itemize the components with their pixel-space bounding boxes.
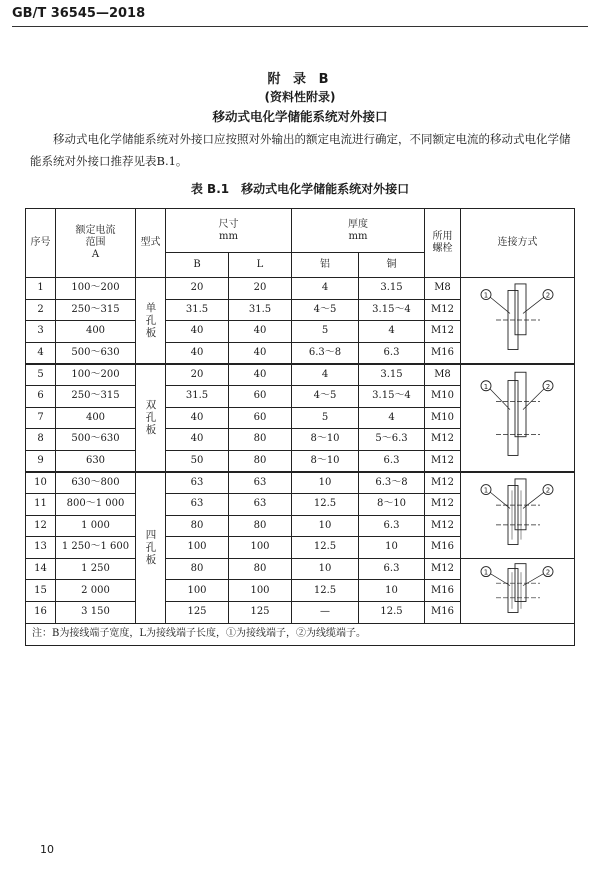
header-size (166, 209, 292, 253)
table-row (26, 364, 575, 386)
cell-B: 40 (166, 321, 229, 343)
cell-aluminum: 10 (292, 472, 359, 494)
header-current-line1: 额定电流 (75, 225, 116, 236)
cell-aluminum: 8～10 (292, 450, 359, 472)
header-current-line2: 范围 (85, 237, 106, 248)
appendix-name: 移动式电化学储能系统对外接口 (212, 109, 388, 124)
cell-bolt: M12 (425, 450, 461, 472)
cell-L: 40 (229, 342, 292, 364)
header-size-line1: 尺寸 (218, 218, 239, 230)
svg-text:2: 2 (545, 568, 550, 577)
cell-bolt: M12 (425, 429, 461, 451)
cell-aluminum: 4 (292, 278, 359, 300)
cell-copper: 10 (359, 537, 425, 559)
header-bolt-line2: 螺栓 (432, 243, 453, 254)
header-bolt (425, 209, 461, 278)
header-thickness-line2: mm (348, 230, 368, 242)
header-aluminum: 铝 (292, 253, 359, 278)
header-bolt-line1: 所用 (432, 231, 453, 242)
cell-aluminum: — (292, 601, 359, 623)
cell-index: 15 (26, 580, 56, 602)
marker-2-icon (543, 485, 553, 495)
header-thickness-line1: 厚度 (348, 218, 368, 230)
marker-1-icon (481, 290, 491, 300)
cell-index: 13 (26, 537, 56, 559)
cell-B: 20 (166, 364, 229, 386)
cell-connection-diagram (461, 278, 575, 364)
cell-index: 2 (26, 299, 56, 321)
cell-L: 31.5 (229, 299, 292, 321)
cell-current: 400 (56, 407, 136, 429)
standard-code: GB/T 36545—2018 (12, 6, 146, 21)
cell-copper: 4 (359, 321, 425, 343)
cell-copper: 3.15～4 (359, 385, 425, 407)
svg-text:1: 1 (483, 568, 488, 577)
table-body (26, 278, 575, 646)
cell-L: 125 (229, 601, 292, 623)
cell-current: 100～200 (56, 278, 136, 300)
cell-B: 63 (166, 493, 229, 515)
cell-current: 250～315 (56, 385, 136, 407)
cell-L: 80 (229, 450, 292, 472)
cell-aluminum: 8～10 (292, 429, 359, 451)
svg-text:2: 2 (545, 382, 550, 391)
cell-index: 6 (26, 385, 56, 407)
cell-aluminum: 12.5 (292, 537, 359, 559)
cell-bolt: M10 (425, 407, 461, 429)
cell-aluminum: 4～5 (292, 385, 359, 407)
cell-index: 5 (26, 364, 56, 386)
cell-current: 100～200 (56, 364, 136, 386)
cell-index: 14 (26, 558, 56, 580)
appendix-title: 附 录 B (267, 72, 333, 87)
cell-index: 11 (26, 493, 56, 515)
marker-1-icon (481, 381, 491, 391)
svg-text:1: 1 (483, 382, 488, 391)
cell-copper: 10 (359, 580, 425, 602)
cell-index: 7 (26, 407, 56, 429)
cell-copper: 5～6.3 (359, 429, 425, 451)
cell-copper: 3.15 (359, 278, 425, 300)
cell-B: 80 (166, 558, 229, 580)
connection-diagram-quad (468, 560, 568, 621)
table-row (26, 472, 575, 494)
cell-bolt: M16 (425, 580, 461, 602)
cell-aluminum: 4～5 (292, 299, 359, 321)
marker-2-icon (543, 290, 553, 300)
cell-current: 250～315 (56, 299, 136, 321)
header-connection: 连接方式 (461, 209, 575, 278)
cell-bolt: M16 (425, 537, 461, 559)
cell-bolt: M8 (425, 278, 461, 300)
cell-current: 1 250～1 600 (56, 537, 136, 559)
cell-connection-diagram (461, 472, 575, 558)
cell-bolt: M12 (425, 558, 461, 580)
header-B: B (166, 253, 229, 278)
connection-diagram-quad (468, 474, 568, 556)
table-caption: 表 B.1 移动式电化学储能系统对外接口 (190, 182, 410, 196)
cell-current: 500～630 (56, 342, 136, 364)
cell-copper: 4 (359, 407, 425, 429)
connection-diagram-single (468, 279, 568, 361)
cell-bolt: M12 (425, 472, 461, 494)
cell-connection-diagram (461, 364, 575, 472)
cell-B: 31.5 (166, 299, 229, 321)
cell-aluminum: 6.3～8 (292, 342, 359, 364)
header-copper: 铜 (359, 253, 425, 278)
cell-B: 100 (166, 580, 229, 602)
cell-L: 60 (229, 385, 292, 407)
cell-index: 12 (26, 515, 56, 537)
header-thickness (292, 209, 425, 253)
svg-text:2: 2 (545, 486, 550, 495)
marker-1-icon (481, 485, 491, 495)
page-number: 10 (40, 843, 54, 856)
cell-B: 50 (166, 450, 229, 472)
cell-bolt: M12 (425, 493, 461, 515)
cell-B: 40 (166, 407, 229, 429)
cell-copper: 8～10 (359, 493, 425, 515)
cell-B: 125 (166, 601, 229, 623)
cell-bolt: M12 (425, 299, 461, 321)
cell-aluminum: 10 (292, 558, 359, 580)
cell-current: 400 (56, 321, 136, 343)
table-note: 注：B为接线端子宽度，L为接线端子长度，①为接线端子，②为线缆端子。 (26, 623, 575, 645)
cell-B: 40 (166, 342, 229, 364)
cell-type-group: 单孔板 (136, 278, 166, 364)
cell-current: 630～800 (56, 472, 136, 494)
cell-L: 20 (229, 278, 292, 300)
header-rule (12, 26, 588, 27)
intro-paragraph: 移动式电化学储能系统对外接口应按照对外输出的额定电流进行确定，不同额定电流的移动式电化学储能系统对外接口推荐见表B.1。 (30, 132, 571, 168)
interface-table (25, 208, 575, 646)
marker-2-icon (543, 381, 553, 391)
cell-bolt: M12 (425, 321, 461, 343)
cell-B: 100 (166, 537, 229, 559)
cell-B: 40 (166, 429, 229, 451)
cell-L: 100 (229, 537, 292, 559)
cell-copper: 6.3～8 (359, 472, 425, 494)
cell-copper: 6.3 (359, 558, 425, 580)
marker-1-icon (481, 567, 491, 577)
cell-copper: 12.5 (359, 601, 425, 623)
cell-L: 63 (229, 493, 292, 515)
cell-B: 63 (166, 472, 229, 494)
cell-copper: 6.3 (359, 515, 425, 537)
table-note-row (26, 623, 575, 645)
cell-index: 16 (26, 601, 56, 623)
cell-aluminum: 12.5 (292, 493, 359, 515)
cell-L: 60 (229, 407, 292, 429)
cell-index: 9 (26, 450, 56, 472)
svg-text:1: 1 (483, 292, 488, 301)
cell-connection-diagram (461, 558, 575, 623)
connection-diagram-double (468, 366, 568, 470)
table-row (26, 278, 575, 300)
appendix-type: (资料性附录) (264, 90, 336, 104)
cell-bolt: M16 (425, 342, 461, 364)
cell-L: 40 (229, 364, 292, 386)
cell-index: 4 (26, 342, 56, 364)
cell-copper: 6.3 (359, 450, 425, 472)
cell-index: 3 (26, 321, 56, 343)
cell-aluminum: 10 (292, 515, 359, 537)
header-type: 型式 (136, 209, 166, 278)
header-size-line2: mm (219, 230, 238, 242)
cell-type-group: 双孔板 (136, 364, 166, 472)
cell-bolt: M12 (425, 515, 461, 537)
cell-current: 3 150 (56, 601, 136, 623)
header-L: L (229, 253, 292, 278)
cell-bolt: M8 (425, 364, 461, 386)
cell-L: 80 (229, 429, 292, 451)
svg-text:2: 2 (545, 292, 550, 301)
cell-copper: 6.3 (359, 342, 425, 364)
cell-current: 800～1 000 (56, 493, 136, 515)
cell-aluminum: 5 (292, 321, 359, 343)
cell-index: 8 (26, 429, 56, 451)
svg-text:1: 1 (483, 486, 488, 495)
cell-bolt: M16 (425, 601, 461, 623)
cell-L: 40 (229, 321, 292, 343)
cell-aluminum: 4 (292, 364, 359, 386)
cell-current: 500～630 (56, 429, 136, 451)
cell-current: 1 000 (56, 515, 136, 537)
cell-bolt: M10 (425, 385, 461, 407)
cell-L: 80 (229, 515, 292, 537)
marker-2-icon (543, 567, 553, 577)
cell-B: 31.5 (166, 385, 229, 407)
cell-B: 80 (166, 515, 229, 537)
header-index: 序号 (26, 209, 56, 278)
cell-index: 10 (26, 472, 56, 494)
table-row (26, 558, 575, 580)
cell-copper: 3.15～4 (359, 299, 425, 321)
cell-L: 80 (229, 558, 292, 580)
header-current-line3: A (91, 249, 100, 260)
cell-L: 63 (229, 472, 292, 494)
cell-aluminum: 12.5 (292, 580, 359, 602)
cell-current: 1 250 (56, 558, 136, 580)
header-current (56, 209, 136, 278)
cell-aluminum: 5 (292, 407, 359, 429)
cell-type-group: 四孔板 (136, 472, 166, 623)
cell-L: 100 (229, 580, 292, 602)
cell-copper: 3.15 (359, 364, 425, 386)
cell-current: 2 000 (56, 580, 136, 602)
cell-current: 630 (56, 450, 136, 472)
cell-index: 1 (26, 278, 56, 300)
cell-B: 20 (166, 278, 229, 300)
